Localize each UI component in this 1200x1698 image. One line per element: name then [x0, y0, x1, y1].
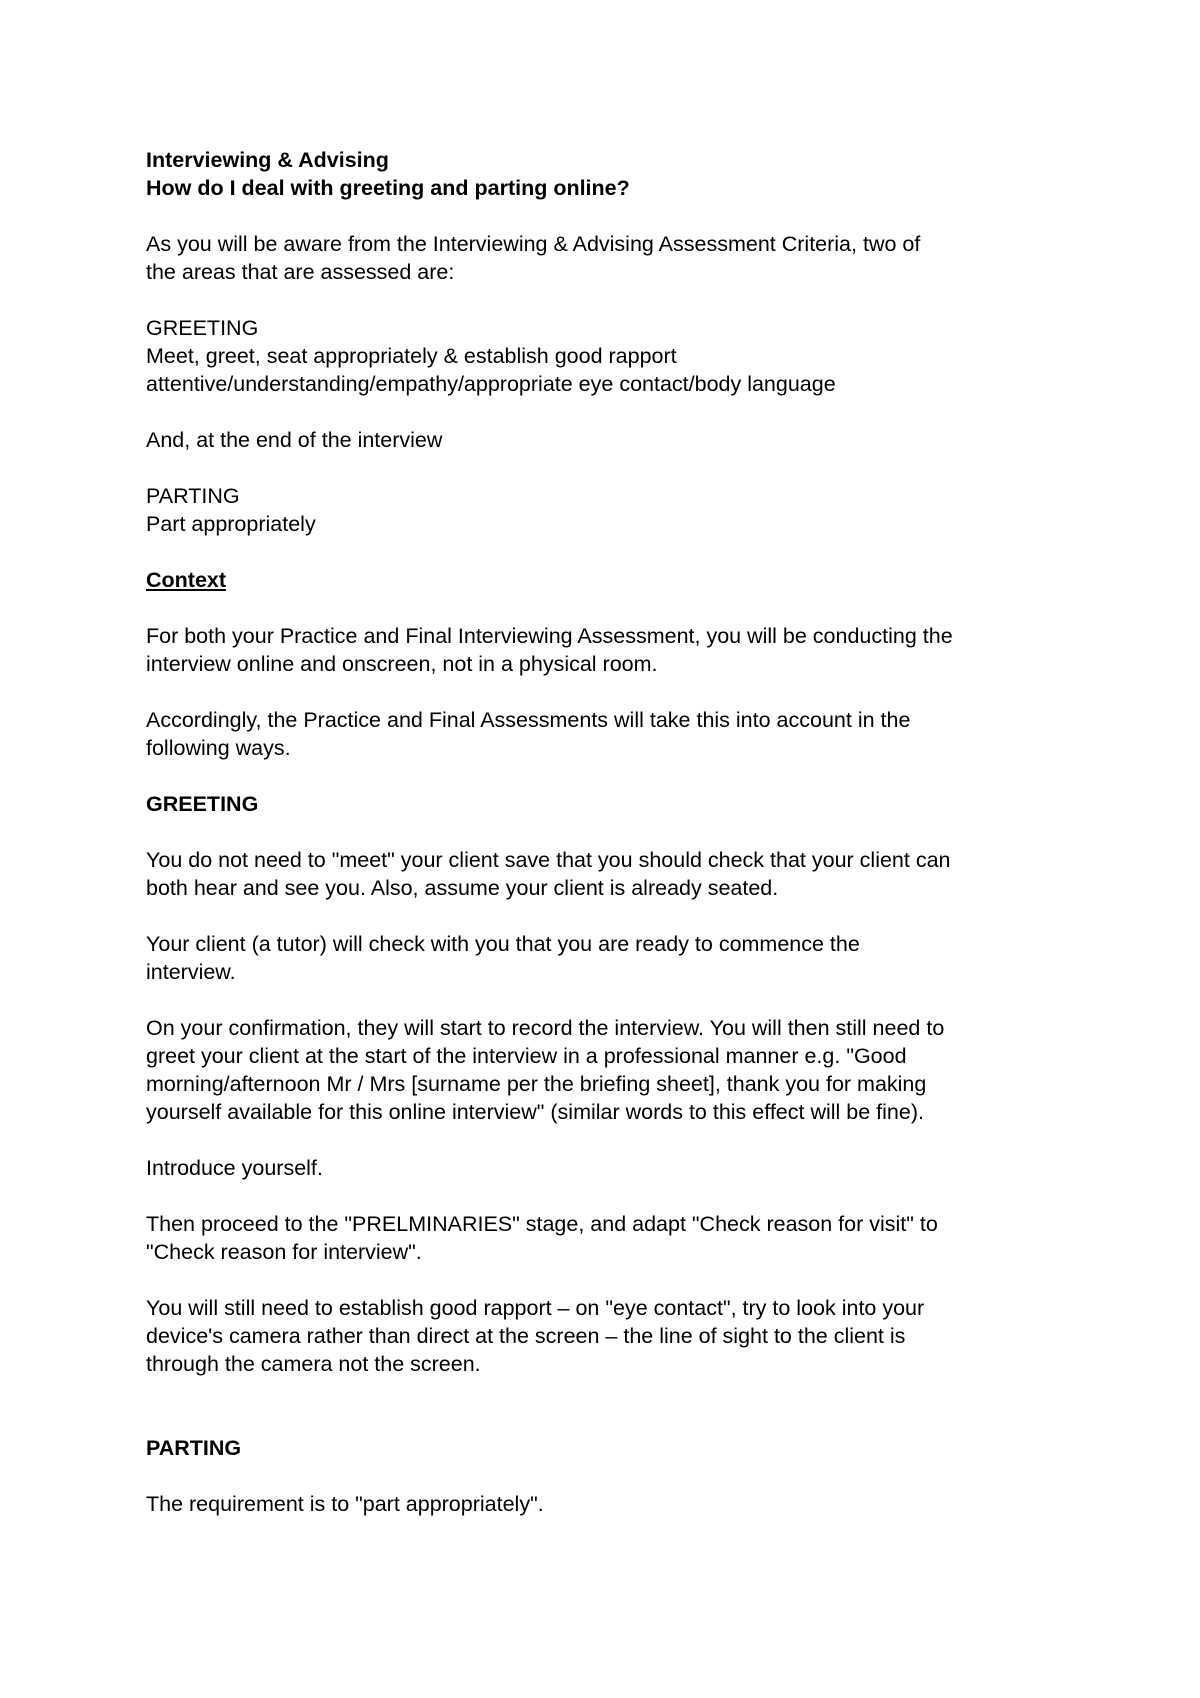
greeting-paragraph-6-line-3: through the camera not the screen.	[146, 1352, 481, 1376]
criteria-greeting-heading: GREETING	[146, 316, 259, 340]
context-paragraph-1-line-1: For both your Practice and Final Interviewing Assessment, you will be conducting the	[146, 624, 953, 648]
greeting-paragraph-5-line-1: Then proceed to the "PRELMINARIES" stage, and adapt "Check reason for visit" to	[146, 1212, 938, 1236]
greeting-paragraph-2-line-2: interview.	[146, 960, 236, 984]
greeting-paragraph-2-line-1: Your client (a tutor) will check with you that you are ready to commence the	[146, 932, 860, 956]
greeting-paragraph-5-line-2: "Check reason for interview".	[146, 1240, 422, 1264]
criteria-parting-heading: PARTING	[146, 484, 240, 508]
intro-line-2: the areas that are assessed are:	[146, 260, 455, 284]
context-paragraph-1-line-2: interview online and onscreen, not in a physical room.	[146, 652, 658, 676]
criteria-greeting-line-1: Meet, greet, seat appropriately & establish good rapport	[146, 344, 677, 368]
greeting-paragraph-1-line-2: both hear and see you. Also, assume your client is already seated.	[146, 876, 779, 900]
context-heading: Context	[146, 568, 227, 592]
document-subtitle: How do I deal with greeting and parting online?	[146, 176, 630, 200]
greeting-paragraph-3-line-3: morning/afternoon Mr / Mrs [surname per the briefing sheet], thank you for making	[146, 1072, 927, 1096]
criteria-greeting-line-2: attentive/understanding/empathy/appropriate eye contact/body language	[146, 372, 836, 396]
greeting-paragraph-3-line-1: On your confirmation, they will start to record the interview. You will then still need to	[146, 1016, 945, 1040]
context-paragraph-2-line-2: following ways.	[146, 736, 291, 760]
end-note: And, at the end of the interview	[146, 428, 443, 452]
greeting-paragraph-6-line-1: You will still need to establish good rapport – on "eye contact", try to look into your	[146, 1296, 925, 1320]
criteria-parting-line: Part appropriately	[146, 512, 316, 536]
greeting-section-heading: GREETING	[146, 792, 259, 816]
intro-line-1: As you will be aware from the Interviewing & Advising Assessment Criteria, two of	[146, 232, 921, 256]
greeting-paragraph-1-line-1: You do not need to "meet" your client save that you should check that your client can	[146, 848, 951, 872]
document-title: Interviewing & Advising	[146, 148, 389, 172]
greeting-paragraph-3-line-4: yourself available for this online interview" (similar words to this effect will be fine).	[146, 1100, 924, 1124]
greeting-paragraph-4-line-1: Introduce yourself.	[146, 1156, 323, 1180]
parting-section-heading: PARTING	[146, 1436, 242, 1460]
greeting-paragraph-3-line-2: greet your client at the start of the interview in a professional manner e.g. "Good	[146, 1044, 907, 1068]
greeting-paragraph-6-line-2: device's camera rather than direct at the screen – the line of sight to the client is	[146, 1324, 906, 1348]
parting-section-text: The requirement is to "part appropriately".	[146, 1492, 544, 1516]
context-paragraph-2-line-1: Accordingly, the Practice and Final Assessments will take this into account in the	[146, 708, 911, 732]
